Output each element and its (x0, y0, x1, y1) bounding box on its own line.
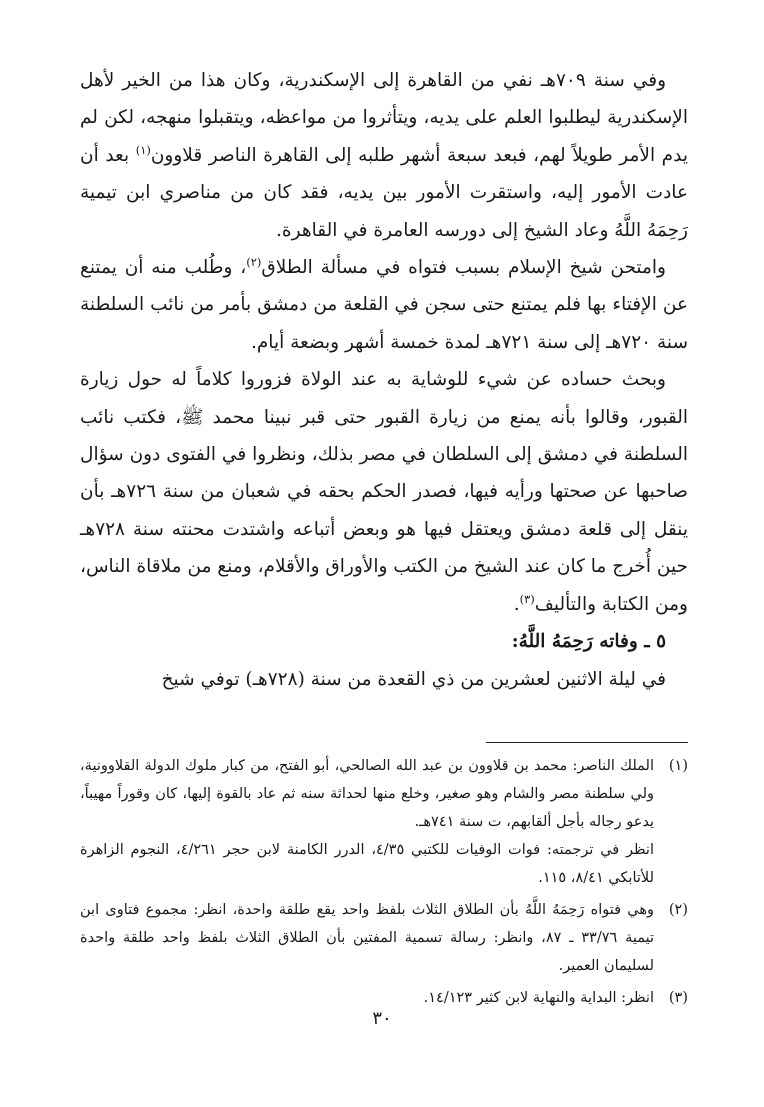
footnotes (80, 752, 688, 1016)
footnote-number: (٢) (668, 902, 688, 918)
paragraph-trial: وامتحن شيخ الإسلام بسبب فتواه في مسألة الطلاق$^{(٢)}$، وطُلب منه أن يمتنع عن الإفتاء بها فلم يمتنع حتى سجن في القلعة من دمشق بأمر من نائب السلطنة سنة ٧٢٠هـ إلى سنة ٧٢١هـ لمدة خمسة أشهر وبضعة أيام. (80, 254, 688, 353)
paragraph-death: في ليلة الاثنين لعشرين من ذي القعدة من سنة (٧٢٨هـ) توفي شيخ (161, 668, 666, 690)
footnote-text: انظر: البداية والنهاية لابن كثير ١٤/١٢٣. (423, 990, 654, 1006)
footnote-divider (486, 742, 688, 743)
footnote-ref-1: (١) (135, 142, 151, 157)
footnote-ref-2: (٢) (246, 254, 262, 269)
footnote-number: (١) (668, 758, 688, 774)
paragraph-imprisonment: وبحث حساده عن شيء للوشاية به عند الولاة فزوروا كلاماً له حول زيارة القبور، وقالوا بأنه يمنع من زيارة القبور حتى قبر نبينا محمد ﷺ، فكتب نائب السلطنة في دمشق إلى السلطان في مصر بذلك، ونظروا في الفتوى دون سؤال صاحبها عن صحتها ورأيه فيها، فصدر الحكم بحقه في شعبان من سنة ٧٢٦هـ بأن ينقل إلى قلعة دمشق ويعتقل فيها هو وبعض أتباعه واشتدت محنته سنة ٧٢٨هـ حين أُخرج ما كان عند الشيخ من الكتب والأوراق والأقلام، ومنع من ملاقاة الناس، ومن الكتابة والتأليف$^{(٣)}$. (80, 369, 688, 615)
paragraph-exile: وفي سنة ٧٠٩هـ نفي من القاهرة إلى الإسكندرية، وكان هذا من الخير لأهل الإسكندرية ليطلبوا العلم على يديه، ويتأثروا من مواعظه، ويتقبلوا منهجه، لكن لم يدم الأمر طويلاً لهم، فبعد سبعة أشهر طلبه إلى القاهرة الناصر قلاوون$^{(١)}$ بعد أن عادت الأمور إليه، واستقرت الأمور بين يديه، فقد كان من مناصري ابن تيمية رَحِمَهُ اللَّهُ وعاد الشيخ إلى دورسه العامرة في القاهرة. (80, 70, 688, 241)
footnote-text: انظر في ترجمته: فوات الوفيات للكتبي ٤/٣٥، الدرر الكامنة لابن حجر ٤/٢٦١، النجوم الزاهرة للأتابكي ٨/٤١، ١١٥. (80, 842, 654, 886)
main-text (80, 62, 688, 698)
footnote-2 (80, 896, 688, 980)
footnote-number: (٣) (668, 990, 688, 1006)
footnote-1 (80, 752, 688, 892)
footnote-ref-3: (٣) (519, 591, 535, 606)
footnote-text: وهي فتواه رَحِمَهُ اللَّهُ بأن الطلاق الثلاث بلفظ واحد يقع طلقة واحدة، انظر: مجموع فتاوى ابن تيمية ٣٣/٧٦ ـ ٨٧، وانظر: رسالة تسمية المفتين بأن الطلاق الثلاث بلفظ واحد طلقة واحدة لسليمان العمير. (80, 902, 655, 974)
page-number: ٣٠ (372, 1008, 392, 1029)
section-heading: ٥ ـ وفاته رَحِمَهُ اللَّهُ: (511, 631, 666, 653)
footnote-text: الملك الناصر: محمد بن قلاوون بن عبد الله الصالحي، أبو الفتح، من كبار ملوك الدولة القلاوونية، ولي سلطنة مصر والشام وهو صغير، وخلع منها لحداثة سنه ثم عاد بالقوة إليها، كان وقوراً مهيباً، يدعو رجاله بأجل ألقابهم، ت سنة ٧٤١هـ. (80, 758, 654, 830)
